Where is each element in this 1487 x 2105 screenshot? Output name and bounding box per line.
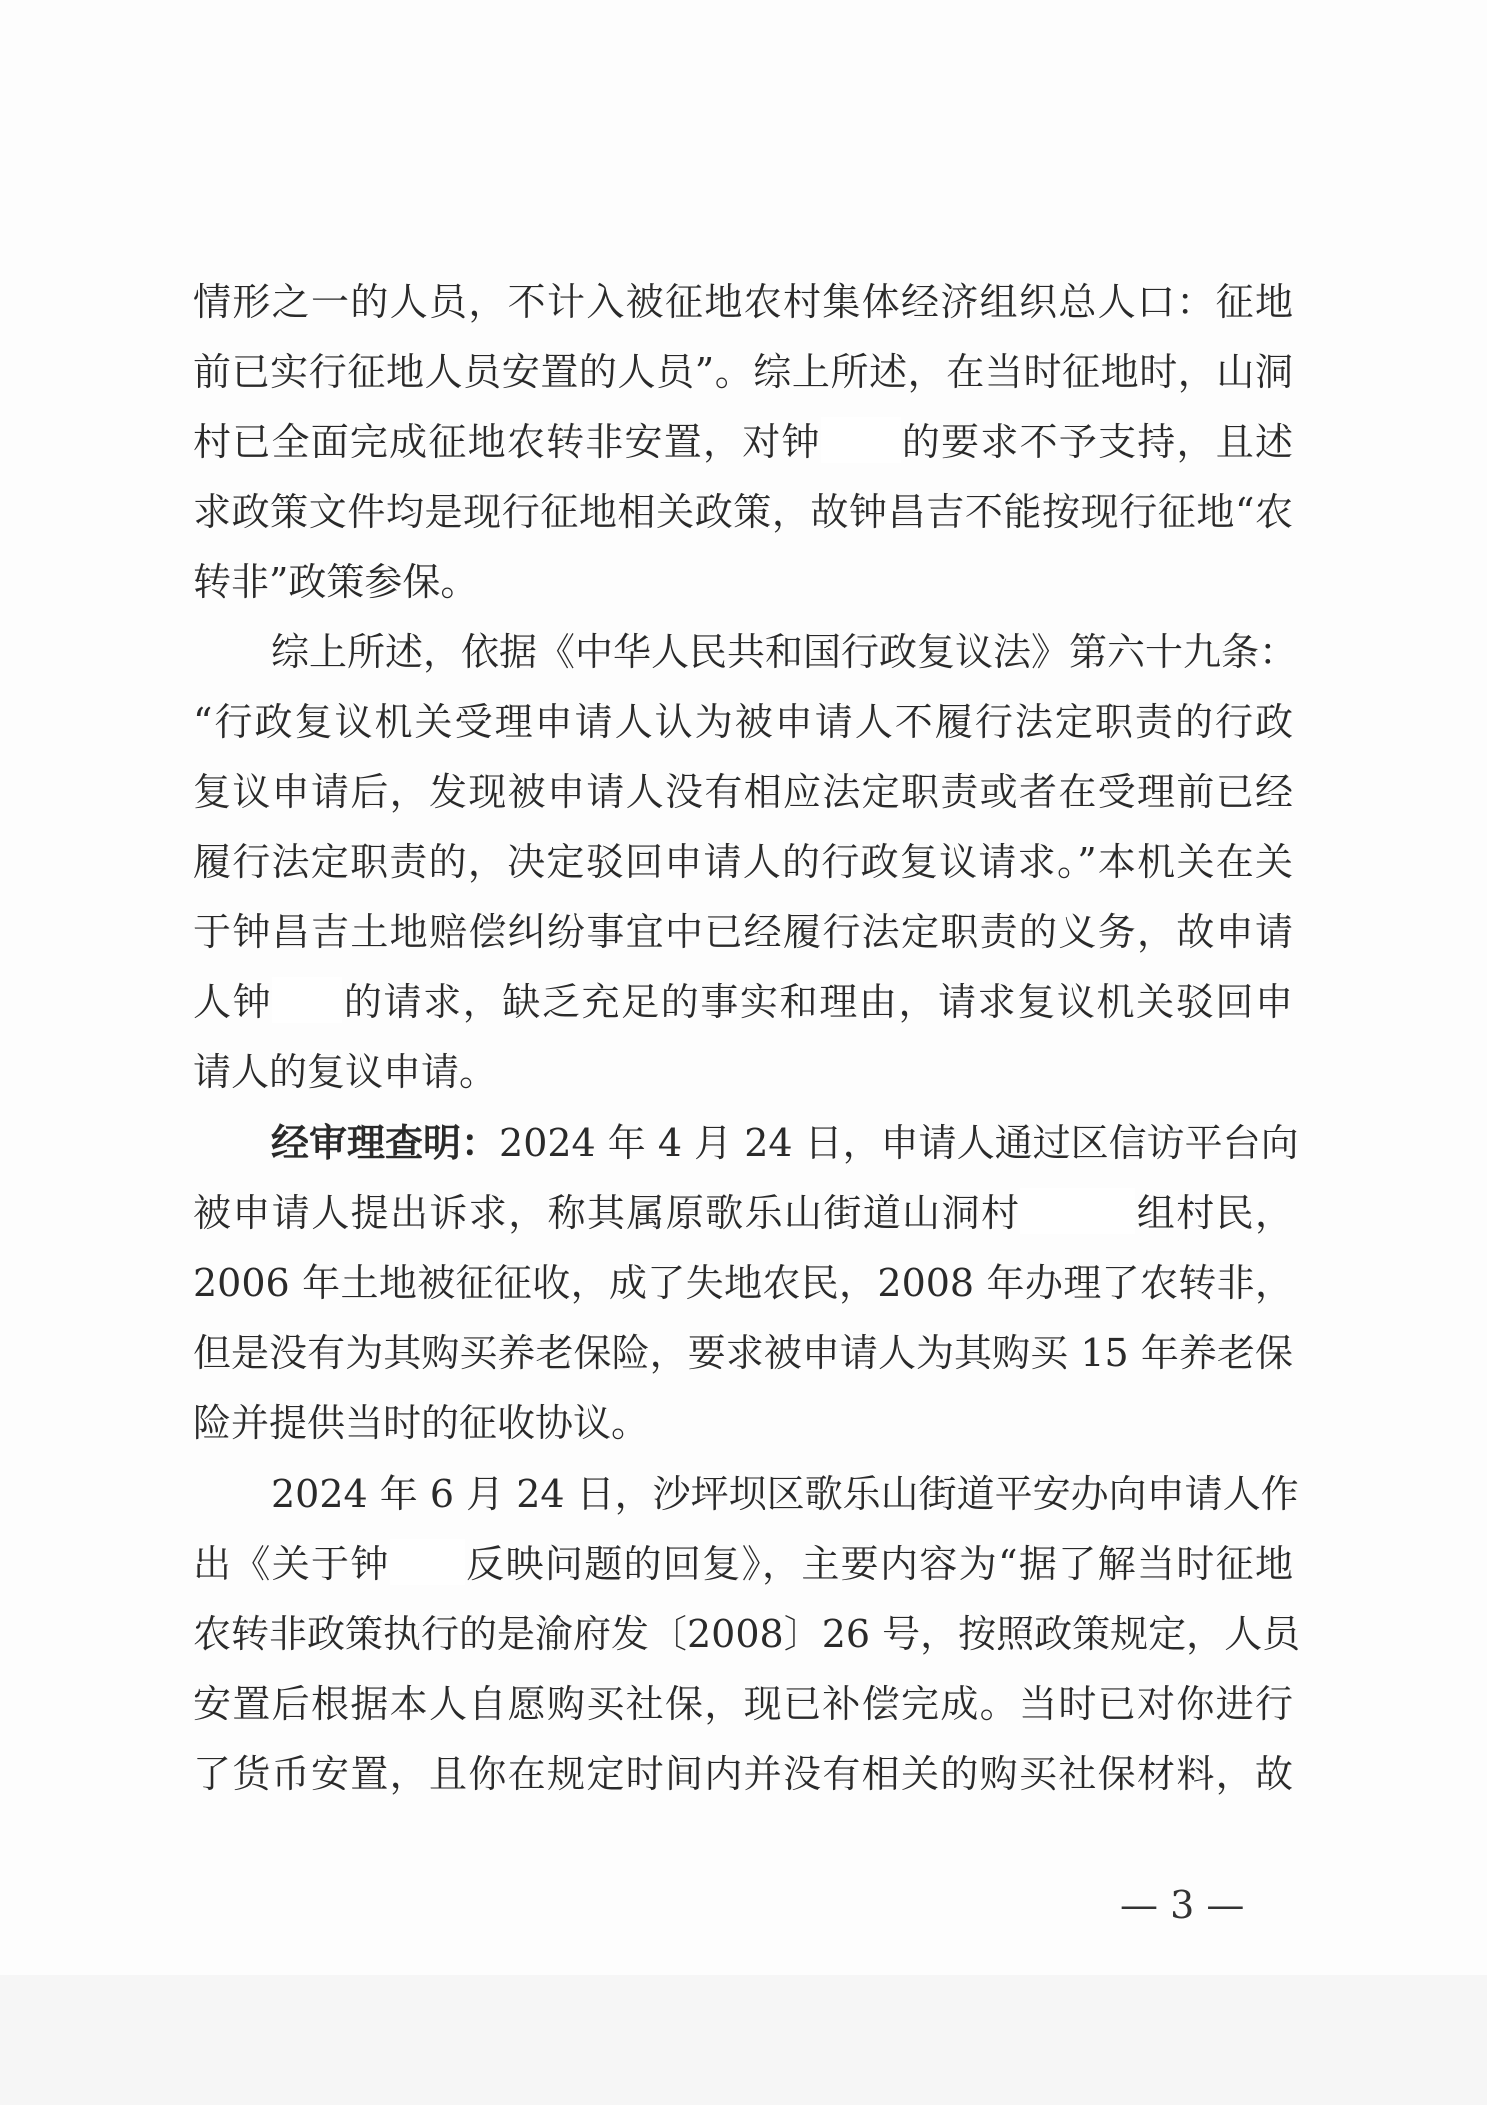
paragraph-3-line-5: 险并提供当时的征收协议。 — [193, 1401, 650, 1445]
redaction-box — [821, 417, 901, 463]
paragraph-4-line-2 — [193, 1529, 1293, 1599]
paragraph-4-line-3: 农转非政策执行的是渝府发〔2008〕26 号，按照政策规定，人员 — [193, 1612, 1301, 1656]
paragraph-2-line-4: 履行法定职责的，决定驳回申请人的行政复议请求。”本机关在关 — [193, 840, 1293, 884]
paragraph-1-line-1: 情形之一的人员，不计入被征地农村集体经济组织总人口：征地 — [193, 280, 1293, 324]
page-number: — 3 — — [1120, 1883, 1245, 1927]
paragraph-4-line-2-part-b: 反映问题的回复》，主要内容为“据了解当时征地 — [464, 1542, 1293, 1586]
paragraph-1-line-5: 转非”政策参保。 — [193, 560, 479, 604]
paragraph-3-line-2-part-b: 组村民， — [1135, 1191, 1293, 1235]
paragraph-1-line-4: 求政策文件均是现行征地相关政策，故钟昌吉不能按现行征地“农 — [193, 490, 1293, 534]
paragraph-3-line-2-part-a: 被申请人提出诉求，称其属原歌乐山街道山洞村 — [193, 1191, 1021, 1235]
paragraph-3-line-3: 2006 年土地被征征收，成了失地农民，2008 年办理了农转非， — [193, 1261, 1293, 1305]
redaction-box — [1020, 1188, 1135, 1234]
paragraph-1-line-2: 前已实行征地人员安置的人员”。综上所述，在当时征地时，山洞 — [193, 350, 1293, 394]
paragraph-4-line-5: 了货币安置，且你在规定时间内并没有相关的购买社保材料，故 — [193, 1752, 1293, 1796]
findings-heading: 经审理查明： — [271, 1120, 500, 1165]
paragraph-1-line-3-part-a: 村已全面完成征地农转非安置，对钟 — [193, 420, 821, 464]
paragraph-2-line-6 — [193, 967, 1293, 1037]
paragraph-3-line-2 — [193, 1178, 1293, 1248]
paragraph-2-line-7: 请人的复议申请。 — [193, 1050, 498, 1094]
paragraph-3-line-1 — [271, 1108, 1299, 1178]
paragraph-2-line-2: “行政复议机关受理申请人认为被申请人不履行法定职责的行政 — [193, 700, 1293, 744]
paragraph-4-line-2-part-a: 出《关于钟 — [193, 1542, 390, 1586]
redaction-box — [390, 1539, 465, 1585]
paragraph-2-line-6-part-a: 人钟 — [193, 980, 273, 1024]
paragraph-1-line-3 — [193, 407, 1293, 477]
paragraph-4-line-4: 安置后根据本人自愿购买社保，现已补偿完成。当时已对你进行 — [193, 1682, 1293, 1726]
paragraph-3-line-1-text: 2024 年 4 月 24 日，申请人通过区信访平台向 — [499, 1121, 1299, 1165]
paragraph-3-line-4: 但是没有为其购买养老保险，要求被申请人为其购买 15 年养老保 — [193, 1331, 1293, 1375]
paragraph-2-line-5: 于钟昌吉土地赔偿纠纷事宜中已经履行法定职责的义务，故申请 — [193, 910, 1293, 954]
paragraph-1-line-3-part-b: 的要求不予支持，且述 — [900, 420, 1293, 464]
scan-bottom-margin — [0, 1975, 1487, 2105]
paragraph-4-line-1: 2024 年 6 月 24 日，沙坪坝区歌乐山街道平安办向申请人作 — [271, 1472, 1299, 1516]
paragraph-2-line-3: 复议申请后，发现被申请人没有相应法定职责或者在受理前已经 — [193, 770, 1293, 814]
paragraph-2-line-1: 综上所述，依据《中华人民共和国行政复议法》第六十九条： — [271, 630, 1298, 674]
redaction-box — [272, 977, 342, 1023]
paragraph-2-line-6-part-b: 的请求，缺乏充足的事实和理由，请求复议机关驳回申 — [342, 980, 1293, 1024]
